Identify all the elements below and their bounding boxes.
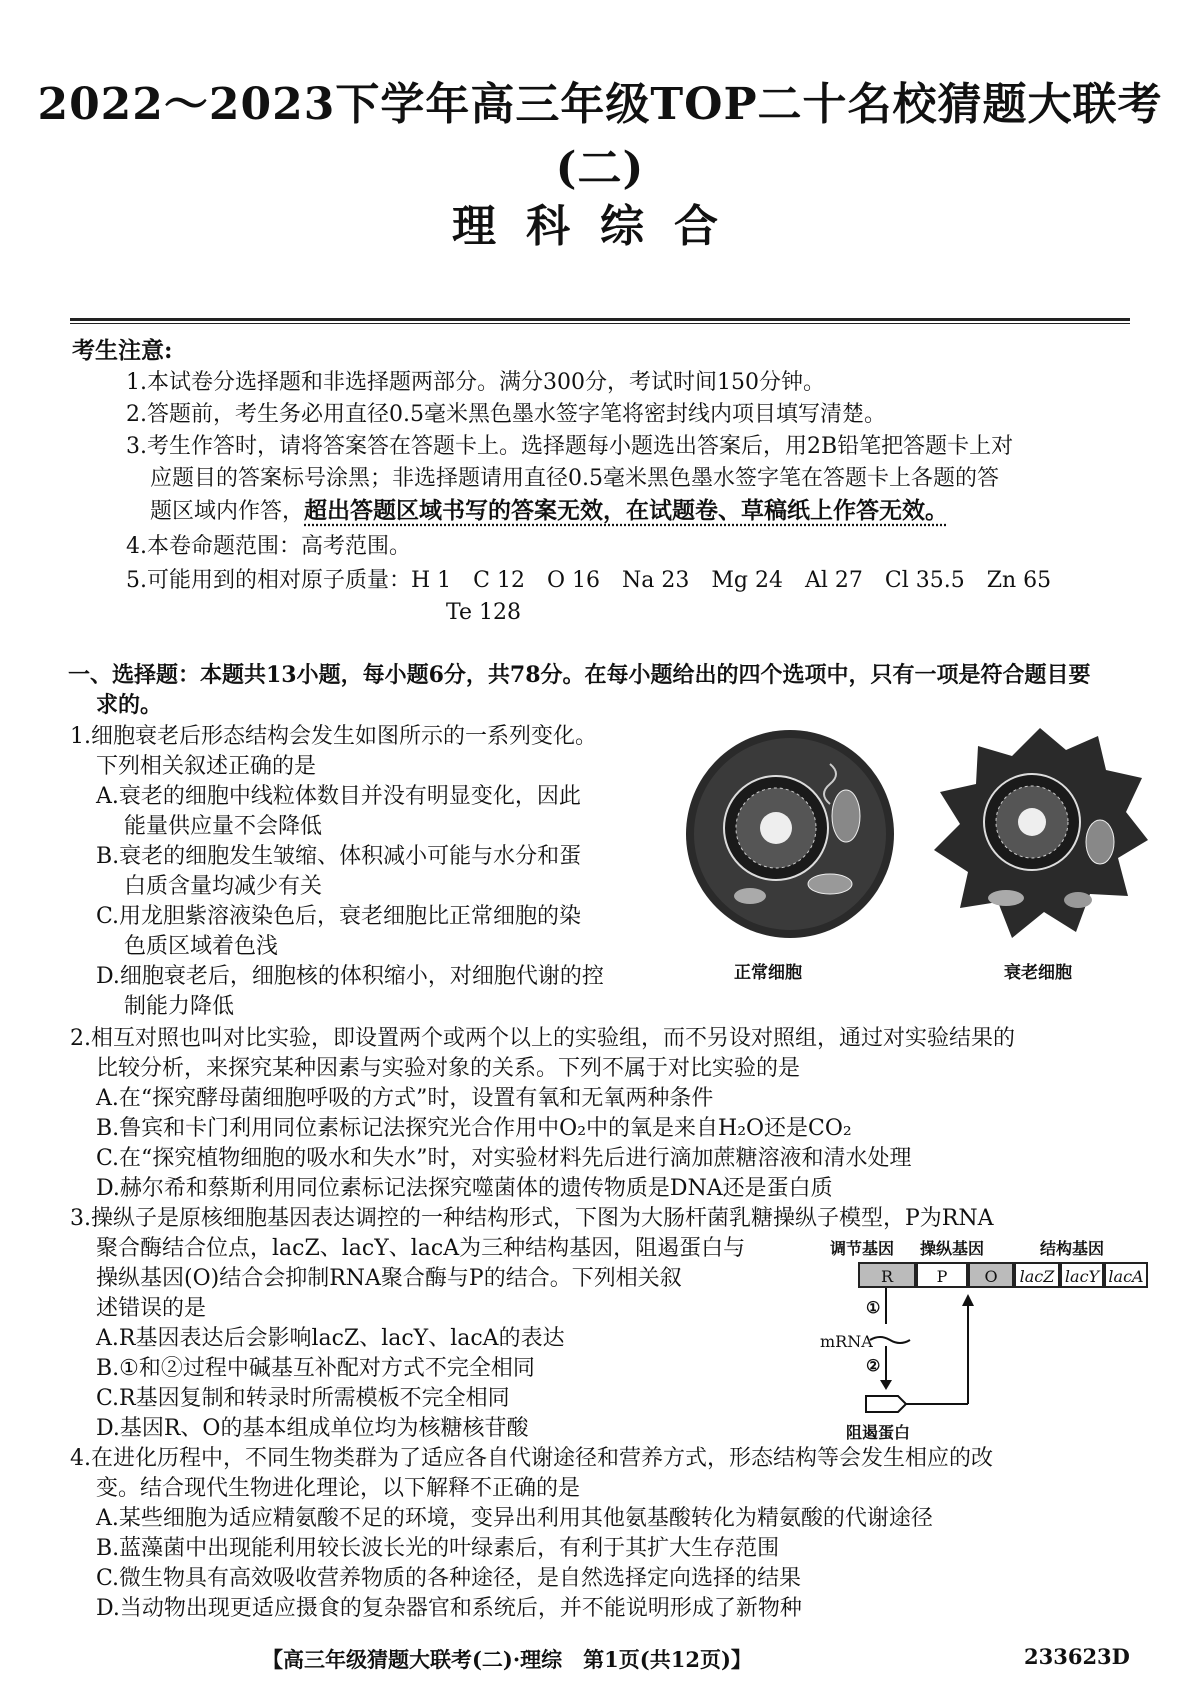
q1-option-d: D.细胞衰老后，细胞核的体积缩小，对细胞代谢的控 (96, 964, 604, 989)
gene-r-box: R (858, 1262, 916, 1288)
q4-stem-cont: 变。结合现代生物进化理论，以下解释不正确的是 (96, 1476, 581, 1501)
notice-item-4: 4.本卷命题范围：高考范围。 (126, 534, 411, 559)
exam-title: 2022～2023下学年高三年级TOP二十名校猜题大联考(二) (37, 79, 1163, 194)
q1-option-a: A.衰老的细胞中线粒体数目并没有明显变化，因此 (96, 784, 581, 809)
page-footer: 【高三年级猜题大联考(二)·理综 第1页(共12页)】 (262, 1647, 752, 1672)
gene-o-box: O (968, 1262, 1014, 1288)
q1-option-a-cont: 能量供应量不会降低 (124, 814, 323, 839)
q3-option-a: A.R基因表达后会影响lacZ、lacY、lacA的表达 (96, 1326, 565, 1351)
q3-stem: 3.操纵子是原核细胞基因表达调控的一种结构形式，下图为大肠杆菌乳糖操纵子模型，P为RNA (70, 1206, 994, 1231)
q3-option-d: D.基因R、O的基本组成单位均为核糖核苷酸 (96, 1416, 529, 1441)
notice-item-2: 2.答题前，考生务必用直径0.5毫米黑色墨水签字笔将密封线内项目填写清楚。 (126, 402, 886, 427)
q2-stem-cont: 比较分析，来探究某种因素与实验对象的关系。下列不属于对比实验的是 (96, 1056, 801, 1081)
q3-stem-cont2: 操纵基因(O)结合会抑制RNA聚合酶与P的结合。下列相关叙 (96, 1266, 682, 1291)
q2-option-b: B.鲁宾和卡门利用同位素标记法探究光合作用中O₂中的氧是来自H₂O还是CO₂ (96, 1116, 852, 1141)
q2-option-c: C.在“探究植物细胞的吸水和失水”时，对实验材料先后进行滴加蔗糖溶液和清水处理 (96, 1146, 912, 1171)
q1-option-c: C.用龙胆紫溶液染色后，衰老细胞比正常细胞的染 (96, 904, 582, 929)
gene-lacy-box: lacY (1060, 1262, 1104, 1288)
normal-cell-illustration (680, 724, 900, 944)
q1-option-b: B.衰老的细胞发生皱缩、体积减小可能与水分和蛋 (96, 844, 582, 869)
label-operator-gene: 操纵基因 (920, 1239, 985, 1258)
notice-item-3-cont: 应题目的答案标号涂黑；非选择题请用直径0.5毫米黑色墨水签字笔在答题卡上各题的答 (150, 466, 999, 491)
gene-laca-box: lacA (1104, 1262, 1148, 1288)
notice-item-5: 5.可能用到的相对原子质量：H 1 C 12 O 16 Na 23 Mg 24 Al 27 Cl 35.5 Zn 65 (126, 568, 1052, 593)
notice-item-3-tail: 题区域内作答， (150, 499, 305, 524)
lac-operon-diagram (820, 1236, 1150, 1446)
q4-option-a: A.某些细胞为适应精氨酸不足的环境，变异出利用其他氨基酸转化为精氨酸的代谢途径 (96, 1506, 933, 1531)
q4-option-c: C.微生物具有高效吸收营养物质的各种途径，是自然选择定向选择的结果 (96, 1566, 802, 1591)
caption-normal-cell: 正常细胞 (734, 963, 802, 983)
q3-stem-cont3: 述错误的是 (96, 1296, 207, 1321)
q1-stem: 1.细胞衰老后形态结构会发生如图所示的一系列变化。 (70, 724, 597, 749)
header-rule-thin (70, 323, 1130, 324)
q3-option-c: C.R基因复制和转录时所需模板不完全相同 (96, 1386, 510, 1411)
q4-stem: 4.在进化历程中，不同生物类群为了适应各自代谢途径和营养方式，形态结构等会发生相应的改 (70, 1446, 993, 1471)
aged-cell-illustration (928, 722, 1152, 946)
gene-p-box: P (916, 1262, 968, 1288)
q3-option-b: B.①和②过程中碱基互补配对方式不完全相同 (96, 1356, 535, 1381)
q3-stem-cont: 聚合酶结合位点，lacZ、lacY、lacA为三种结构基因，阻遏蛋白与 (96, 1236, 746, 1261)
caption-aged-cell: 衰老细胞 (1004, 963, 1072, 983)
repressor-label: 阻遏蛋白 (846, 1423, 911, 1442)
label-structural-gene: 结构基因 (1040, 1239, 1105, 1258)
subject-title: 理科综合 (452, 201, 748, 252)
paper-code: 233623D (1024, 1644, 1130, 1669)
q2-option-d: D.赫尔希和蔡斯利用同位素标记法探究噬菌体的遗传物质是DNA还是蛋白质 (96, 1176, 833, 1201)
q2-option-a: A.在“探究酵母菌细胞呼吸的方式”时，设置有氧和无氧两种条件 (96, 1086, 714, 1111)
q2-stem: 2.相互对照也叫对比实验，即设置两个或两个以上的实验组，而不另设对照组，通过对实验结果的 (70, 1026, 1015, 1051)
q1-option-b-cont: 白质含量均减少有关 (124, 874, 323, 899)
label-regulator-gene: 调节基因 (830, 1239, 895, 1258)
section-heading-cont: 求的。 (96, 692, 163, 718)
q1-option-c-cont: 色质区域着色浅 (124, 934, 279, 959)
q4-option-d: D.当动物出现更适应摄食的复杂器官和系统后，并不能说明形成了新物种 (96, 1596, 802, 1621)
q4-option-b: B.蓝藻菌中出现能利用较长波长光的叶绿素后，有利于其扩大生存范围 (96, 1536, 780, 1561)
step-two-label: ② (866, 1356, 881, 1375)
notice-emphasis: 超出答题区域书写的答案无效，在试题卷、草稿纸上作答无效。 (304, 497, 949, 524)
mrna-label: mRNA (820, 1332, 873, 1351)
notice-item-5-cont: Te 128 (446, 600, 521, 625)
notice-item-3-cont2 (150, 496, 948, 527)
notice-heading: 考生注意: (72, 337, 173, 364)
section-heading: 一、选择题：本题共13小题，每小题6分，共78分。在每小题给出的四个选项中，只有一项是符合题目要 (68, 662, 1091, 688)
step-one-label: ① (866, 1298, 881, 1317)
notice-item-1: 1.本试卷分选择题和非选择题两部分。满分300分，考试时间150分钟。 (126, 370, 825, 395)
header-rule (70, 318, 1130, 321)
q1-option-d-cont: 制能力降低 (124, 994, 235, 1019)
gene-lacz-box: lacZ (1014, 1262, 1060, 1288)
q1-stem-cont: 下列相关叙述正确的是 (96, 754, 317, 779)
notice-item-3: 3.考生作答时，请将答案答在答题卡上。选择题每小题选出答案后，用2B铅笔把答题卡上对 (126, 434, 1014, 459)
